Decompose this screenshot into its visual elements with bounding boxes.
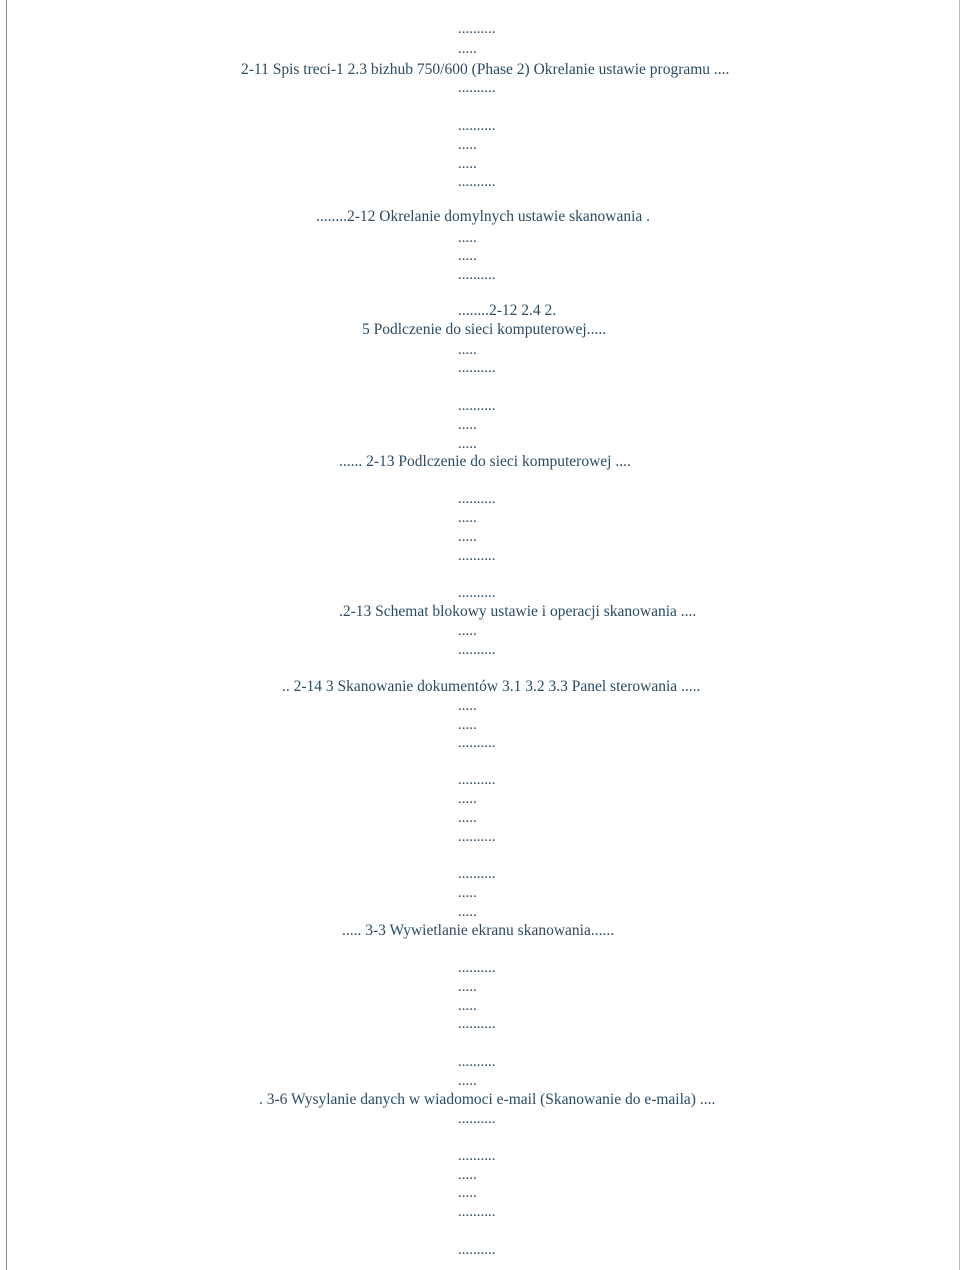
toc-leader-line: ..... [458, 810, 477, 826]
toc-leader-line: ..... [458, 623, 477, 639]
toc-leader-line: .......... [458, 118, 496, 134]
toc-leader-line: .......... [458, 548, 496, 564]
toc-leader-line: .......... [458, 174, 496, 190]
toc-leader-line: ..... [458, 41, 477, 57]
toc-leader-line: ..... [458, 979, 477, 995]
toc-entry[interactable]: 5 Podlczenie do sieci komputerowej..... [362, 321, 607, 338]
toc-leader-line: ..... [458, 885, 477, 901]
page-left-border [6, 0, 7, 1270]
toc-leader-line: .......... [458, 1148, 496, 1164]
toc-leader-line: .......... [458, 1204, 496, 1220]
toc-leader-line: ..... [458, 137, 477, 153]
toc-entry[interactable]: . 3-6 Wysylanie danych w wiadomoci e-mail (Skanowanie do e-maila) .... [259, 1091, 716, 1108]
toc-leader-line: .......... [458, 360, 496, 376]
toc-leader-line: .......... [458, 1054, 496, 1070]
toc-leader-line: ..... [458, 998, 477, 1014]
toc-leader-line: ..... [458, 230, 477, 246]
toc-leader-line: ..... [458, 717, 477, 733]
toc-leader-line: .......... [458, 21, 496, 37]
toc-leader-line: ..... [458, 248, 477, 264]
toc-entry[interactable]: ........2-12 Okrelanie domylnych ustawie skanowania . [316, 208, 651, 225]
toc-leader-line: .......... [458, 866, 496, 882]
toc-leader-line: .......... [458, 1242, 496, 1258]
toc-leader-line: .......... [458, 1111, 496, 1127]
toc-leader-line: .......... [458, 829, 496, 845]
toc-leader-line: ..... [458, 417, 477, 433]
toc-leader-line: .......... [458, 772, 496, 788]
toc-leader-line: ..... [458, 791, 477, 807]
toc-leader-line: ..... [458, 510, 477, 526]
toc-leader-line: .......... [458, 960, 496, 976]
toc-entry[interactable]: ...... 2-13 Podlczenie do sieci komputerowej .... [339, 453, 631, 470]
toc-leader-line: ..... [458, 698, 477, 714]
toc-leader-line: .......... [458, 585, 496, 601]
toc-entry[interactable]: ........2-12 2.4 2. [458, 302, 557, 319]
toc-leader-line: ..... [458, 1073, 477, 1089]
toc-leader-line: ..... [458, 436, 477, 452]
toc-leader-line: ..... [458, 1185, 477, 1201]
toc-leader-line: .......... [458, 642, 496, 658]
toc-leader-line: .......... [458, 491, 496, 507]
toc-entry[interactable]: ..... 3-3 Wywietlanie ekranu skanowania...... [342, 922, 615, 939]
toc-leader-line: .......... [458, 735, 496, 751]
toc-leader-line: ..... [458, 156, 477, 172]
toc-leader-line: .......... [458, 80, 496, 96]
toc-leader-line: .......... [458, 398, 496, 414]
toc-leader-line: ..... [458, 529, 477, 545]
toc-entry[interactable]: .. 2-14 3 Skanowanie dokumentów 3.1 3.2 3.3 Panel sterowania ..... [282, 678, 701, 695]
toc-leader-line: .......... [458, 1016, 496, 1032]
toc-leader-line: ..... [458, 342, 477, 358]
toc-leader-line: .......... [458, 267, 496, 283]
toc-leader-line: ..... [458, 904, 477, 920]
toc-entry[interactable]: 2-11 Spis treci-1 2.3 bizhub 750/600 (Phase 2) Okrelanie ustawie programu .... [241, 61, 730, 78]
toc-entry[interactable]: .2-13 Schemat blokowy ustawie i operacji skanowania .... [339, 603, 697, 620]
toc-leader-line: ..... [458, 1167, 477, 1183]
